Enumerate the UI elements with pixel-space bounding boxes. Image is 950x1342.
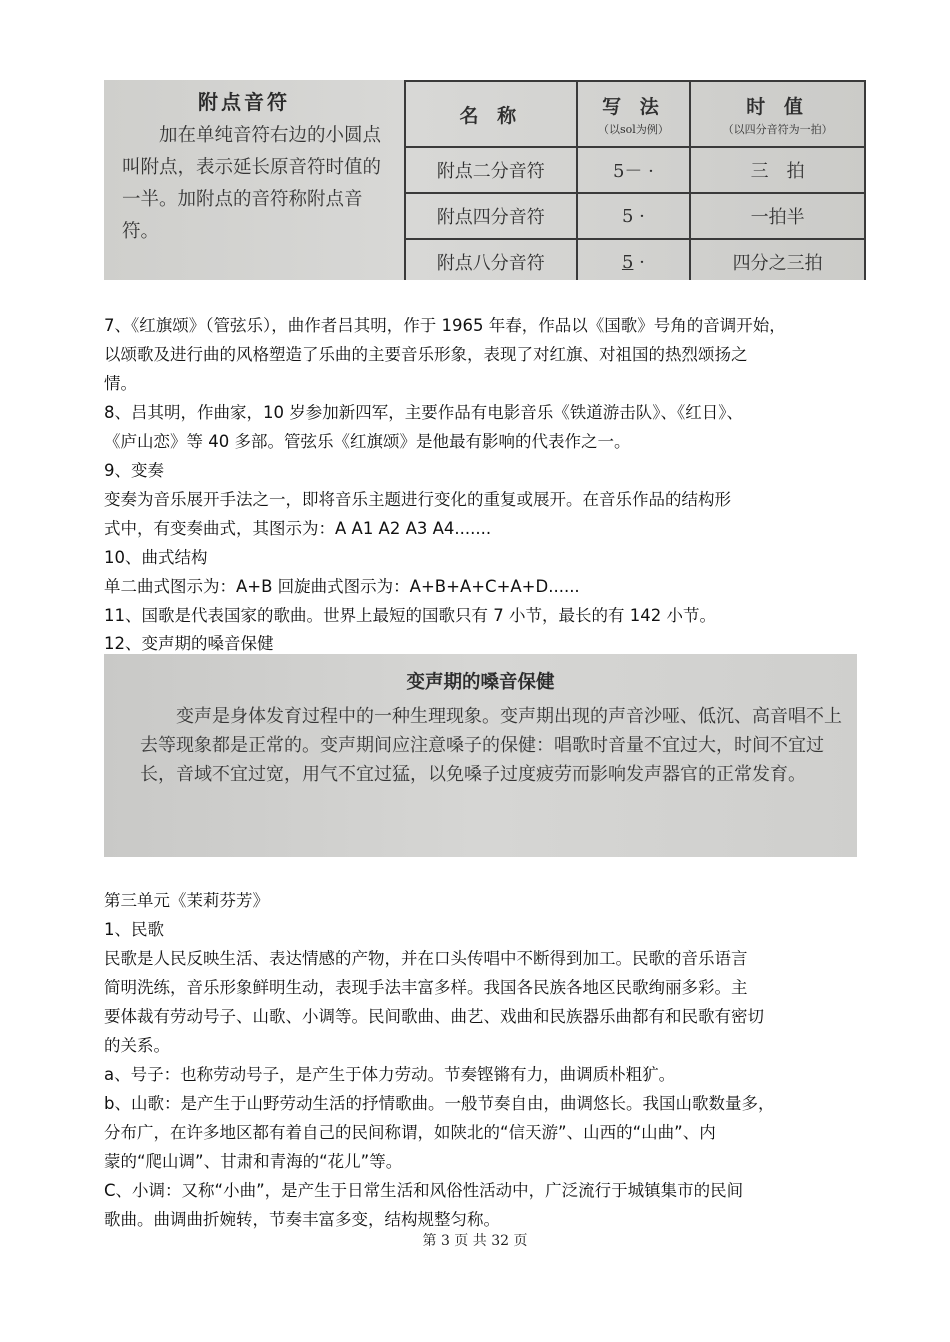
table-cell: 三 拍 bbox=[690, 147, 865, 193]
page-footer: 第 3 页 共 32 页 bbox=[422, 1233, 528, 1249]
table-cell: 5 · bbox=[577, 193, 691, 239]
section-heading: 9、变奏 bbox=[104, 461, 164, 480]
table-cell: 附点八分音符 bbox=[405, 239, 577, 280]
table-row bbox=[405, 239, 865, 280]
text-line: a、号子：也称劳动号子，是产生于体力劳动。节奏铿锵有力，曲调质朴粗犷。 bbox=[104, 1065, 676, 1084]
text-line: 民歌是人民反映生活、表达情感的产物，并在口头传唱中不断得到加工。民歌的音乐语言 bbox=[104, 949, 748, 968]
table-header-row bbox=[405, 81, 865, 147]
table-cell: 四分之三拍 bbox=[690, 239, 865, 280]
header-name: 名 称 bbox=[405, 81, 577, 147]
header-notation: 写 法 （以sol为例） bbox=[577, 81, 691, 147]
text-line: 以颂歌及进行曲的风格塑造了乐曲的主要音乐形象，表现了对红旗、对祖国的热烈颂扬之 bbox=[104, 345, 748, 364]
text-line: 要体裁有劳动号子、山歌、小调等。民间歌曲、曲艺、戏曲和民族器乐曲都有和民歌有密切 bbox=[104, 1007, 764, 1026]
text-line: 的关系。 bbox=[104, 1036, 170, 1055]
text-line: 歌曲。曲调曲折婉转，节奏丰富多变，结构规整匀称。 bbox=[104, 1210, 500, 1229]
photo-title: 变声期的嗓音保健 bbox=[406, 672, 555, 693]
text-line: 蒙的“爬山调”、甘肃和青海的“花儿”等。 bbox=[104, 1152, 403, 1171]
table-cell: 5－ · bbox=[577, 147, 691, 193]
photo-title: 附点音符 bbox=[198, 90, 290, 114]
text-line: 简明洗练，音乐形象鲜明生动，表现手法丰富多样。我国各民族各地区民歌绚丽多彩。主 bbox=[104, 978, 748, 997]
text-line: 单二曲式图示为：A+B 回旋曲式图示为：A+B+A+C+A+D...... bbox=[104, 577, 580, 596]
section-heading: 1、民歌 bbox=[104, 920, 164, 939]
voice-care-photo bbox=[104, 654, 857, 857]
table-cell: 附点四分音符 bbox=[405, 193, 577, 239]
text-line: 情。 bbox=[104, 374, 137, 393]
text-line: 7、《红旗颂》（管弦乐），曲作者吕其明，作于 1965 年春，作品以《国歌》号角的音调开始， bbox=[104, 316, 786, 335]
text-line: 式中，有变奏曲式，其图示为：A A1 A2 A3 A4....... bbox=[104, 519, 492, 538]
text-line: C、小调：又称“小曲”，是产生于日常生活和风俗性活动中，广泛流行于城镇集市的民间 bbox=[104, 1181, 744, 1200]
table-row bbox=[405, 147, 865, 193]
text-line: 《庐山恋》等 40 多部。管弦乐《红旗颂》是他最有影响的代表作之一。 bbox=[104, 432, 631, 451]
text-line: 分布广，在许多地区都有着自己的民间称谓，如陕北的“信天游”、山西的“山曲”、内 bbox=[104, 1123, 716, 1142]
dotted-note-photo bbox=[104, 80, 866, 280]
text-line: b、山歌：是产生于山野劳动生活的抒情歌曲。一般节奏自由，曲调悠长。我国山歌数量多， bbox=[104, 1094, 775, 1113]
unit-title: 第三单元《茉莉芬芳》 bbox=[104, 891, 269, 910]
photo-text: 变声是身体发育过程中的一种生理现象。变声期出现的声音沙哑、低沉、高音唱不上去等现象都是正常的。变声期间应注意嗓子的保健：唱歌时音量不宜过大，时间不宜过长，音域不宜过宽，用气不宜过猛，以免嗓子过度疲劳而影响发声器官的正常发育。 bbox=[140, 706, 842, 785]
table-cell: 一拍半 bbox=[690, 193, 865, 239]
table-row bbox=[405, 193, 865, 239]
table-cell: 5 · bbox=[577, 239, 691, 280]
dotted-note-table bbox=[404, 80, 866, 280]
photo-text: 加在单纯音符右边的小圆点叫附点，表示延长原音符时值的一半。加附点的音符称附点音符。 bbox=[122, 125, 382, 242]
text-line: 变奏为音乐展开手法之一，即将音乐主题进行变化的重复或展开。在音乐作品的结构形 bbox=[104, 490, 731, 509]
text-line: 11、国歌是代表国家的歌曲。世界上最短的国歌只有 7 小节，最长的有 142 小节。 bbox=[104, 606, 716, 625]
text-line: 8、吕其明，作曲家，10 岁参加新四军，主要作品有电影音乐《铁道游击队》、《红日》、 bbox=[104, 403, 743, 422]
section-heading: 10、曲式结构 bbox=[104, 548, 208, 567]
table-cell: 附点二分音符 bbox=[405, 147, 577, 193]
section-heading: 12、变声期的嗓音保健 bbox=[104, 634, 274, 653]
header-value: 时 值 （以四分音符为一拍） bbox=[690, 81, 865, 147]
